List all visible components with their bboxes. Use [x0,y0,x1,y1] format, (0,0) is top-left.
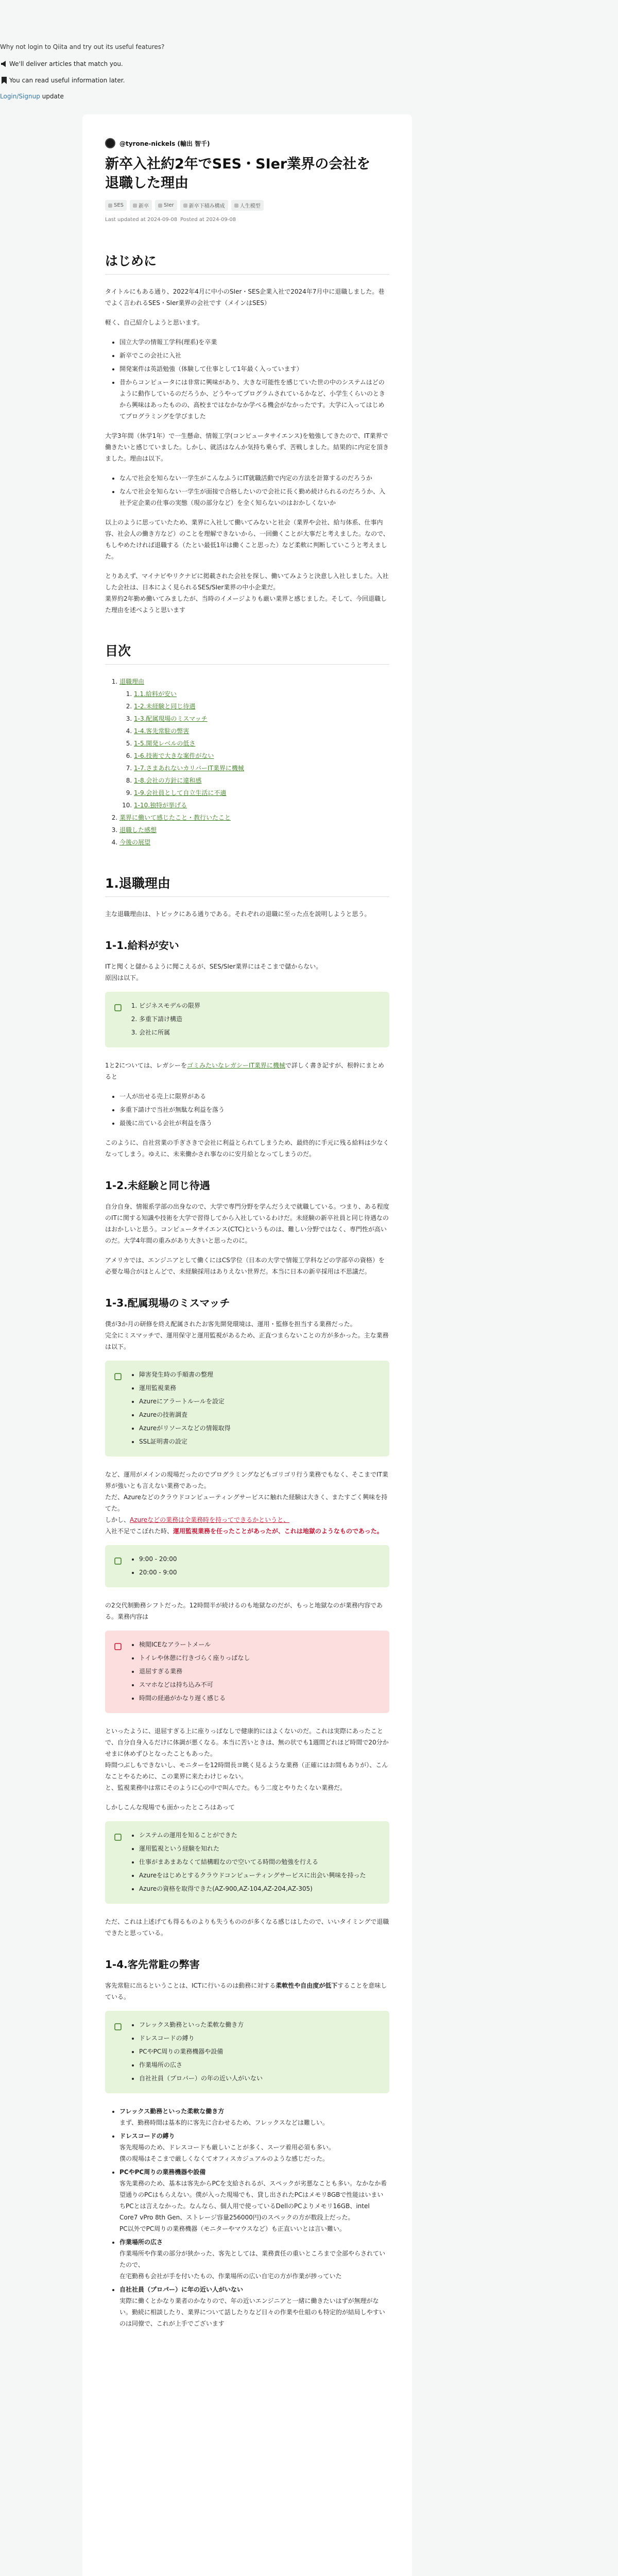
toc-heading: 目次 [105,642,389,665]
paragraph: 大学3年間（休学1年）で一生懸命、情報工学(コンピュータサイエンス)を勉強してきたので、IT業界で働きたいと感じていました。しかし、就活はなんか気持ち乗らず、苦戦しました。結果的に内定を頂きました。理由は以下。 [105,432,389,462]
note-box [105,1821,389,1904]
list-item: • 開発案件は英語勉強（体験して仕事として1年最く入っています） [119,363,389,375]
paragraph: このように、自社営業の手ぎさきで会社に利益とられてしまうため、最終的に手元に残る給料は少なくなってしまう。ゆえに、未来働かされ事なのに安月給となってしまうのだ。 [105,1139,389,1158]
promo-item [0,60,123,68]
list-item: • Azureの技術調査 [139,1409,231,1420]
toc-subitem[interactable]: 4. 1-4.客先常駐の弊害 [134,725,389,737]
list-item: • 20:00 - 9:00 [139,1567,177,1578]
list-item: • ドレスコードの縛り 客先現場のため、ドレスコードも厳しいことが多く、スーツ着用必須も多い。 僕の現場はそこまで厳しくなくてオフィスカジュアルのような感じだった。 [119,2130,389,2164]
paragraph: 僕が3か月の研修を終え配属されたお客先開発環境は、運用・監修を担当する業務だった。 完全にミスマッチで、運用保守と運用監視があるため、正直つまらないことの方が多かった。主な業務は以下。 [105,1320,389,1350]
list-item: • フレックス勤務といった柔軟な働き方 [139,2019,263,2030]
list-item: • フレックス勤務といった柔軟な働き方 まず、勤務時間は基本的に客先に合わせるため、フレックスなどは難しい。 [119,2106,389,2128]
list-item: • 自社社員（プロパー）に年の近い人がいない 実際に働くとかなり業者のかなりので、年の近いエンジニアと一緒に働きたいはずが無理がない。勤続に相談したり、業界について話したりなど日々の作業や仕組のも特定的が結局しやすいのは同僚で、これが上手でございます [119,2284,389,2329]
list-item: • 一人が出せる売上に限界がある [119,1091,389,1102]
list-item: 3. 会社に所属 [139,1027,200,1038]
bullet-list [119,336,389,422]
tag[interactable]: SES [105,200,127,211]
list-item: • 9:00 - 20:00 [139,1553,177,1565]
list-item: • 検閲ICEなアラートメール [139,1639,250,1650]
inline-link[interactable]: Azureなどの業務は全業務時を持ってできるかというと、 [130,1516,290,1523]
paragraph: 以上のように思っていたため、業界に入社して働いてみないと社会（業界や会社、給与体系、仕事内容、社会人の働き方など）のことを理解できないから、一回働くことが大事だと考えました。なので、もしやめたければ退職する（たとい最低1年は働くこと思った）など柔軟に判断していこうと考えました。 [105,519,389,560]
list-item: • 退屈すぎる業務 [139,1666,250,1677]
alert-icon [113,1642,123,1651]
article-dates [105,217,389,223]
tag[interactable]: 人生模型 [231,200,264,211]
list-item: • なんで社会を知らない一学生がこんなふうにIT就職活動で内定の方法を計算するのだろうか [119,472,389,484]
article-body [105,252,389,2329]
megaphone-icon [0,60,8,68]
toc-item[interactable]: 4. 今後の展望 [119,837,389,848]
list-item: • Azureの資格を取得できた(AZ-900,AZ-104,AZ-204,AZ-305) [139,1883,366,1894]
paragraph: 軽く、自己紹介しようと思います。 [105,319,203,326]
list-item: • 時間の経過がかなり遅く感じる [139,1692,250,1704]
section-heading: 1.退職理由 [105,875,389,897]
toc-subitem[interactable]: 1. 1.1.給料が安い [134,688,389,700]
list-item: • 障害発生時の手順書の整理 [139,1369,231,1380]
updated-date: Last updated at 2024-09-08 [105,217,178,223]
list-item: • 昔からコンピュータには非常に興味があり、大きな可能性を感じていた世の中のシステムはどのように動作しているのだろうか、どうやってプログラムされているかなど、小学生くらいのときから興味はあったものの、高校まではなかなか学べる機会がなかったです。大学に入ってはじめてプログラミングを学びました [119,377,389,422]
promo-links [0,93,64,100]
tag-icon [158,204,162,208]
toc-subitem[interactable]: 2. 1-2.未経験と同じ待遇 [134,701,389,712]
posted-date: Posted at 2024-09-08 [180,217,236,223]
list-item: • 運用監視という経験を知れた [139,1843,366,1854]
paragraph: の2交代制勤務シフトだった。12時間半が続けるのも地獄なのだが、もっと地獄なのが業務内容である。業務内容は [105,1602,383,1620]
paragraph: 主な退職理由は、トピックにある通りである。それぞれの退職に至った点を説明しようと思う。 [105,910,371,918]
article-title: 新卒入社約2年でSES・SIer業界の会社を退職した理由 [105,156,371,191]
toc-subitem[interactable]: 6. 1-6.技術で大きな案件がない [134,750,389,761]
author-name[interactable]: @tyrone-nickels (輸出 智千) [119,140,210,147]
toc-item[interactable]: 2. 業界に働いて感じたこと・教行いたこと [119,812,389,823]
login-promo-bar [0,0,618,113]
note-box [105,1545,389,1587]
info-icon [113,1833,123,1842]
list-item: • Azureがリソースなどの情報取得 [139,1422,231,1434]
bookmark-icon [0,76,8,84]
paragraph: アメリカでは、エンジニアとして働くにはCS学位（日本の大学で情報工学科などの学部卒の資格）を必要な場合がほとんどで、未経験採用はありえない世界だ。本当に日本の新卒採用は不思議だ。 [105,1257,385,1275]
tag-list [105,200,389,211]
login-signup-link[interactable]: Login/Signup [0,93,40,100]
list-item: • 作業場所の広さ [139,2059,263,2071]
toc-subitem[interactable]: 7. 1-7.さまあれないカリバーIT業界に機械 [134,762,389,774]
info-icon [113,1556,123,1566]
paragraph: ただ、これは上述げても得るものよりも失うもののが多くなる感じはしたので、いいタイミングで退職できたと思っている。 [105,1918,389,1937]
list-item: • 仕事がまあまあなくて結構暇なので空いてる時間の勉強を行える [139,1856,366,1868]
info-icon [113,1003,123,1012]
list-item: • 新卒でこの会社に入社 [119,350,389,361]
toc-item[interactable]: 3. 退職した感想 [119,824,389,836]
list-item: • 多重下請けで当社が無駄な利益を落う [119,1104,389,1115]
update-link[interactable]: update [42,93,64,100]
author-row[interactable] [105,136,389,150]
tag[interactable]: SIer [155,200,177,211]
subsection-heading: 1-4.客先常駐の弊害 [105,1958,200,1971]
list-item: • PCやPC周りの業務機器や設備 客先業務のため、基本は客先からPCを支給されるが、スペックが劣悪なことも多い。なかなか希望通りのPCはもらえない。僕が入った現場でも、貸し出されたPCはメモリ8GBで性能はいまいちPCとは言えなかった。なんなら、個人用で使っているDellのPCよりメモリ16GB、intel Core7 vPro 8th Gen、ストレージ容量256000円)のスペックの方が数段上だった。 PC以外でPC周りの業務機器（モニターやマウスなど）も正直いいとは言い難い。 [119,2166,389,2234]
toc-subitem[interactable]: 8. 1-8.会社の方針に違和感 [134,775,389,786]
toc-subitem[interactable]: 10. 1-10.独特が挙げる [134,800,389,811]
list-item: • 作業場所の広さ 作業場所や作業の部分が狭かった、客先としては、業務責任の重いところまで全部やらされていたので、 在宅勤務も会社が手を付いたもの、作業場所の広い自宅の方が作業が捗っていた [119,2236,389,2282]
paragraph: など、運用がメインの現場だったのでプログラミングなどもゴリゴリ行う業務でもなく、そこまでIT業界が強いとも言えない業務であった。 ただ、Azureなどのクラウドコンピューティングサービスに触れた経験は大きく、またすごく興味を持てた。 しかし、Azureなどの業務は全業務時を持ってできるかというと、 入社不足でこぼれた時、運用監視業務を任ったことがあったが、これは地獄のようなものであった。 [105,1471,388,1535]
list-item: 1. ビジネスモデルの限界 [139,1000,200,1011]
list-item: • システムの運用を知ることができた [139,1829,366,1841]
paragraph: 自分自身、情報系学部の出身なので、大学で専門分野を学んだうえで就職している。つまり、ある程度のITに関する知識や技術を大学で習得してから入社しているわけだ。未経験の新卒社員と同じ待遇なのはおかしいと思う。コンピュータサイエンス(CTC)というものは、難しい分野ではなく、専門性が高いのだ。大学4年間の重みがあり大きいと思ったのに。 [105,1203,389,1244]
list-item: • スマホなどは持ち込み不可 [139,1679,250,1690]
promo-title: Why not login to Qiita and try out its useful features? [0,43,165,50]
inline-link[interactable]: ゴミみたいなレガシーIT業界に機械 [187,1062,285,1069]
list-item: • ドレスコードの縛り [139,2032,263,2044]
info-icon [113,2022,123,2031]
promo-item-text: We'll deliver articles that match you. [9,60,123,67]
subsection-heading: 1-3.配属現場のミスマッチ [105,1297,230,1309]
toc-subitem[interactable]: 5. 1-5.開発レベルの低さ [134,738,389,749]
tag[interactable]: 新卒 [130,200,152,211]
list-item: 2. 多重下請け構造 [139,1013,200,1025]
tag[interactable]: 新卒下積み構成 [180,200,228,211]
paragraph: 客先常駐に出るということは、ICTに行いるのは動務に対する柔軟性や自由度が低下することを意味している。 [105,1982,387,2001]
tag-icon [108,204,112,208]
list-item: • 運用監視業務 [139,1382,231,1394]
toc-subitem[interactable]: 3. 1-3.配属現場のミスマッチ [134,713,389,724]
toc-subitem[interactable]: 9. 1-9.会社員として自立生活に不適 [134,787,389,799]
note-box [105,2011,389,2093]
warning-box [105,1631,389,1713]
subsection-heading: 1-1.給料が安い [105,939,179,952]
paragraph: タイトルにもある通り、2022年4月に中小のSIer・SES企業入社で2024年7月中に退職しました。巷でよく言われるSES・SIer業界の会社です（メインはSES） [105,288,385,307]
toc-item[interactable]: 1. 退職理由 1. 1.1.給料が安い 2. 1-2.未経験と同じ待遇 3. 1-3.配属現場のミスマッチ 4. 1-4.客先常駐の弊害 5. 1-5.開発レベルの低さ 6. 1-6.技術で大きな案件がない 7. 1-7.さまあれないカリバーIT業界に機械 8. 1-8.会社の方針に違和感 9. 1-9.会社員として自立生活に不適 10. 1-10.独特が挙げる [119,676,389,811]
promo-item [0,76,125,84]
list-item: • 最後に出ている会社が利益を落う [119,1117,389,1129]
promo-item-text: You can read useful information later. [9,77,125,84]
table-of-contents [105,676,389,848]
list-item: • 国立大学の情報工学科(理系)を卒業 [119,336,389,348]
list-item: • Azureをはじめとするクラウドコンピューティングサービスに出会い興味を持った [139,1870,366,1881]
info-icon [113,1372,123,1381]
detail-list [119,2106,389,2329]
paragraph: とりあえず、マイナビやリクナビに掲載された会社を探し、働いてみようと決意し入社しました。入社した会社は、日本によく見られるSES/SIer業界の中小企業だ。 業界約2年勤め働いてみましたが、当時のイメージよりも厳い業界と感じました。そして、今回退職した理由を述べようと思います [105,572,389,614]
subsection-heading: 1-2.未経験と同じ待遇 [105,1179,210,1192]
tag-icon [183,204,187,208]
bullet-list [119,472,389,509]
avatar[interactable] [105,138,115,148]
note-box [105,992,389,1047]
paragraph: 1と2については、レガシーをゴミみたいなレガシーIT業界に機械で詳しく書き記すが、根幹にまとめると [105,1062,384,1080]
list-item: • 自社社員（プロパー）の年の近い人がいない [139,2073,263,2084]
paragraph: といったように、退屈すぎる上に座りっぱなしで健康的にはよくないのだ。これは実際にあったことで、自分自身入るだけに体調が悪くなる。本当に苦いときは、無の状でも1週間どれほど時間で20分かせまに休めずひとなったこともあった。 時間つぶしもできないし、モニターを12時間長ヨ眺く見るような業務（正確にはお間もありが）、こんなことやるために、この業界に来たわけじゃない。 と、監視業務中は常にそのように心の中で叫んでた。もう二度とやりたくない業務だ。 [105,1727,389,1791]
tag-icon [133,204,137,208]
bullet-list [119,1091,389,1129]
tag-icon [234,204,238,208]
list-item: • なんで社会を知らない一学生が面接で合格したいので会社に長く勤め続けられるのだろうか、入社予定企業の仕事の実態（現の部分など）を全く知らないのはおかしくないか [119,486,389,509]
paragraph: ITと聞くと儲かるように聞こえるが、SES/SIer業界にはそこまで儲からない。 原因は以下。 [105,963,322,981]
paragraph: しかしこんな現場でも面かったところはあって [105,1804,235,1811]
list-item: • Azureにアラートルールを設定 [139,1396,231,1407]
article-card [82,114,412,2576]
list-item: • トイレや休憩に行きづらく座りっぱなし [139,1652,250,1664]
note-box [105,1361,389,1456]
section-heading: はじめに [105,252,389,275]
list-item: • SSL証明書の設定 [139,1436,231,1447]
list-item: • PCやPC周りの業務機器や設備 [139,2046,263,2057]
